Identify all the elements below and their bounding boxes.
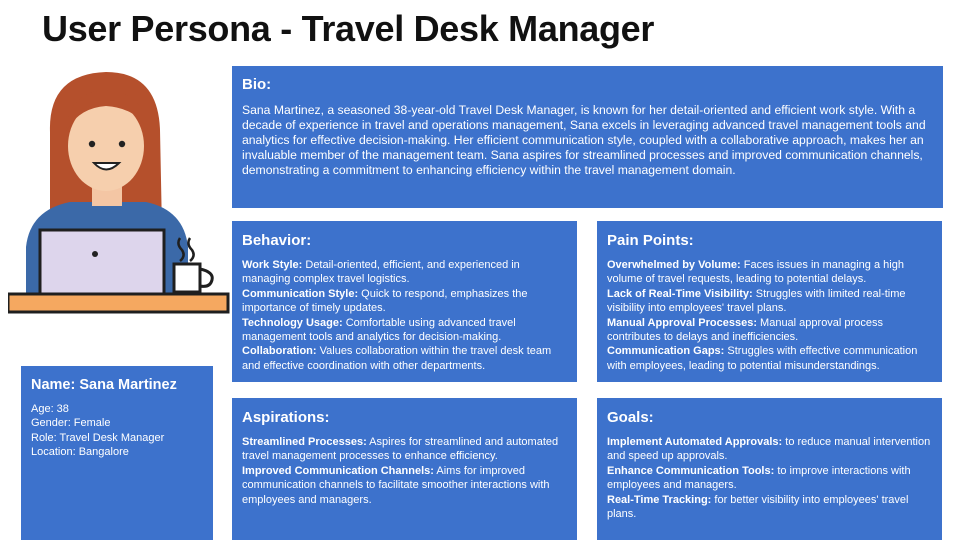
- bio-heading: Bio:: [242, 76, 272, 93]
- profile-location: Location: Bangalore: [31, 446, 129, 459]
- bio-card: [232, 66, 943, 208]
- pain-point-label: Overwhelmed by Volume:: [607, 259, 741, 271]
- page-title: User Persona - Travel Desk Manager: [42, 8, 655, 49]
- goals-card: [597, 398, 942, 540]
- aspiration-label: Improved Communication Channels:: [242, 464, 434, 477]
- profile-role: Role: Travel Desk Manager: [31, 431, 165, 444]
- profile-name: Name: Sana Martinez: [31, 377, 177, 393]
- pain-point-item: [607, 344, 933, 373]
- pain-point-item: [607, 287, 933, 316]
- profile-age: Age: 38: [31, 403, 69, 415]
- behavior-item-label: Collaboration:: [242, 345, 317, 358]
- pain-point-text: Faces issues in managing a high volume of travel requests, leading to potential delays.: [607, 259, 904, 286]
- behavior-item-label: Communication Style:: [242, 287, 359, 300]
- pain-point-label: Communication Gaps:: [607, 345, 725, 358]
- pain-points-list: [607, 258, 933, 373]
- aspiration-label: Streamlined Processes:: [242, 436, 367, 448]
- aspiration-text: Aims for improved communication channels to facilitate smoother interactions with employees and managers.: [242, 464, 550, 506]
- profile-gender: Gender: Female: [31, 417, 111, 430]
- goal-label: Real-Time Tracking:: [607, 493, 712, 506]
- aspiration-item: [242, 464, 568, 507]
- goal-text: to improve interactions with employees and managers.: [607, 464, 911, 492]
- goal-text: for better visibility into employees' travel plans.: [607, 493, 909, 521]
- behavior-item-label: Work Style:: [242, 259, 303, 271]
- bio-text: Sana Martinez, a seasoned 38-year-old Travel Desk Manager, is known for her detail-oriented and efficient work style. With a decade of experience in travel and operations management, Sana excels in leveraging advanced travel management tools and analytics for effective decision-making. Her efficient communication style, coupled with a collaborative approach, makes her an invaluable member of the management team. Sana aspires for streamlined processes and improved communication channels, demonstrating a commitment to enhancing efficiency within the travel management domain.: [242, 103, 926, 178]
- pain-point-label: Lack of Real-Time Visibility:: [607, 287, 753, 300]
- behavior-item-text: Comfortable using advanced travel management tools and analytics for decision-making.: [242, 316, 516, 344]
- pain-point-item: [607, 316, 933, 345]
- profile-card: [21, 366, 213, 540]
- goal-label: Enhance Communication Tools:: [607, 464, 775, 477]
- goal-text: to reduce manual intervention and speed up approvals.: [607, 436, 931, 463]
- goal-item: [607, 435, 933, 464]
- pain-point-text: Manual approval process contributes to delays and inefficiencies.: [607, 316, 883, 344]
- goals-heading: Goals:: [607, 409, 654, 426]
- pain-points-card: [597, 221, 942, 382]
- aspiration-item: [242, 435, 568, 464]
- pain-point-text: Struggles with effective communication with employees, leading to potential misunderstandings.: [607, 345, 918, 372]
- behavior-item-text: Quick to respond, emphasizes the importance of timely updates.: [242, 287, 528, 315]
- goal-label: Implement Automated Approvals:: [607, 436, 783, 448]
- pain-point-text: Struggles with limited real-time visibility into employees' travel plans.: [607, 287, 906, 315]
- aspirations-list: [242, 435, 568, 507]
- behavior-item: [242, 258, 568, 287]
- goal-item: [607, 464, 933, 493]
- behavior-item: [242, 344, 568, 373]
- behavior-item: [242, 287, 568, 316]
- behavior-card: [232, 221, 577, 382]
- behavior-item-label: Technology Usage:: [242, 316, 343, 329]
- aspiration-text: Aspires for streamlined and automated travel management processes to enhance efficiency.: [242, 436, 559, 463]
- aspirations-heading: Aspirations:: [242, 409, 330, 426]
- goal-item: [607, 493, 933, 522]
- pain-point-label: Manual Approval Processes:: [607, 316, 757, 329]
- pain-points-heading: Pain Points:: [607, 232, 694, 249]
- behavior-item-text: Values collaboration within the travel desk team and effective coordination with other departments.: [242, 345, 552, 372]
- pain-point-item: [607, 258, 933, 287]
- behavior-item: [242, 316, 568, 345]
- behavior-item-text: Detail-oriented, efficient, and experienced in managing complex travel logistics.: [242, 259, 520, 286]
- goals-list: [607, 435, 933, 521]
- aspirations-card: [232, 398, 577, 540]
- behavior-heading: Behavior:: [242, 232, 312, 249]
- persona-avatar-icon: [8, 62, 232, 323]
- behavior-list: [242, 258, 568, 373]
